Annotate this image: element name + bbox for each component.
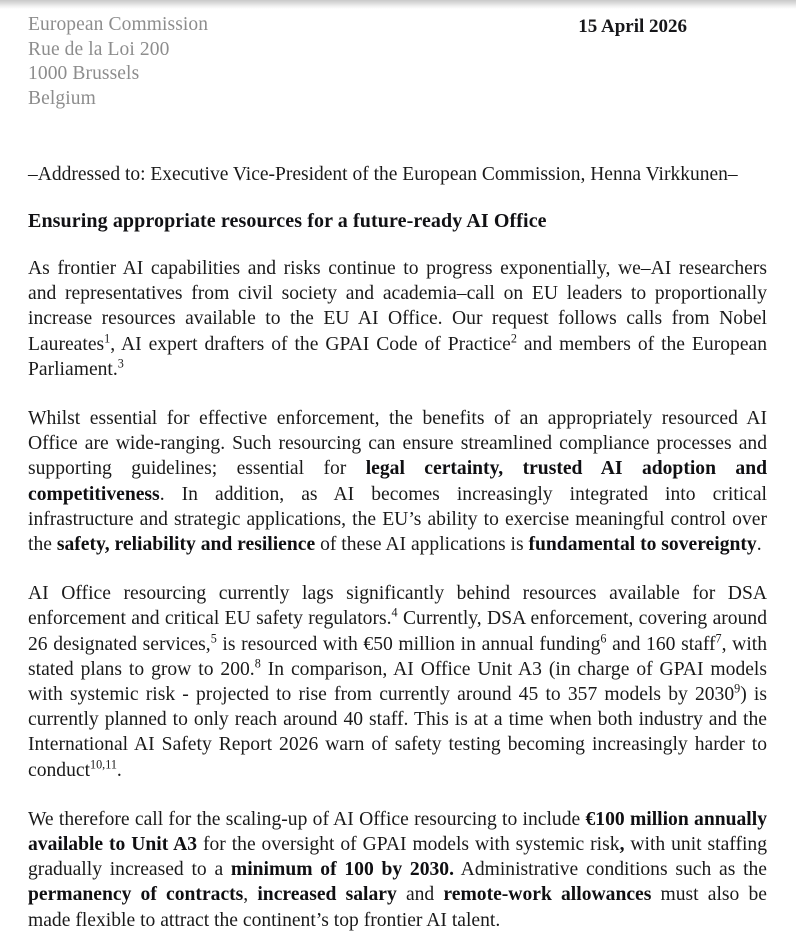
p4-run-4: Administrative conditions such as the	[454, 859, 768, 881]
p3-run-2: Currently, DSA enforcement, covering around 26 designated services,	[28, 608, 767, 655]
p2-run-3: of these AI applications is	[315, 534, 529, 556]
p4-emphasis-salary: increased salary	[257, 884, 397, 906]
address-line-country: Belgium	[28, 87, 96, 109]
p3-run-5: , with stated plans to grow to 200.	[28, 633, 768, 680]
footnote-ref-1: 1	[104, 331, 111, 346]
p3-run-1: AI Office resourcing currently lags significantly behind resources available for DSA enforcement and critical EU safety regulators.	[28, 583, 767, 630]
footnote-ref-10-11: 10,11	[90, 757, 117, 772]
footnote-ref-4: 4	[391, 605, 398, 620]
p4-run-3: with unit staffing gradually increased to a	[28, 834, 768, 881]
document-subject-heading: Ensuring appropriate resources for a future-ready AI Office	[28, 210, 547, 232]
paragraph-resourcing-gap	[28, 581, 767, 783]
p4-run-1: We therefore call for the scaling-up of AI Office resourcing to include	[28, 808, 586, 830]
letter-date: 15 April 2026	[578, 16, 687, 37]
p4-emphasis-permanency: permanency of contracts	[28, 884, 244, 906]
p2-emphasis-safety-reliability: safety, reliability and resilience	[56, 534, 316, 556]
p3-run-3: is resourced with €50 million in annual funding	[216, 633, 601, 655]
p2-run-4: .	[756, 534, 762, 556]
letterhead	[28, 0, 767, 111]
p4-run-6: and	[396, 884, 444, 906]
paragraph-benefits	[28, 406, 767, 557]
p3-run-4: and 160 staff	[606, 633, 716, 655]
p4-run-2: for the oversight of GPAI models with systemic risk	[197, 834, 620, 856]
p4-run-7: must also be made flexible to attract the continent’s top frontier AI talent.	[28, 884, 768, 931]
footnote-ref-7: 7	[715, 631, 722, 646]
p4-emphasis-staffing-minimum: minimum of 100 by 2030.	[230, 859, 455, 881]
paragraph-intro	[28, 256, 767, 382]
footnote-ref-6: 6	[600, 631, 607, 646]
footnote-ref-2: 2	[510, 331, 517, 346]
p3-run-6: In comparison, AI Office Unit A3 (in charge of GPAI models with systemic risk - projected to rise from currently around 45 to 357 models by 2030	[28, 658, 768, 706]
p1-run-3: and members of the European Parliament.	[28, 333, 768, 380]
address-line-street: Rue de la Loi 200	[28, 38, 170, 60]
p3-run-8: .	[116, 759, 122, 781]
p4-emphasis-remote-work: remote-work allowances	[443, 884, 652, 906]
letter-body	[28, 256, 767, 933]
p3-run-7: ) is currently planned to only reach around 40 staff. This is at a time when both industry and the International AI Safety Report 2026 warn of safety testing becoming increasingly harder to conduct	[28, 684, 767, 781]
paragraph-call-to-action	[28, 807, 767, 933]
address-line-city: 1000 Brussels	[28, 63, 140, 84]
footnote-ref-8: 8	[254, 656, 261, 671]
p2-run-2: . In addition, as AI becomes increasingly integrated into critical infrastructure and strategic applications, the EU’s ability to exercise meaningful control over the	[28, 483, 767, 556]
footnote-ref-5: 5	[210, 631, 217, 646]
p4-emphasis-funding-ask: €100 million annually available to Unit A3	[28, 808, 767, 856]
footnote-ref-9: 9	[734, 681, 741, 696]
recipient-address-block	[28, 13, 208, 111]
addressed-to-line: –Addressed to: Executive Vice-President of the European Commission, Henna Virkkunen–	[28, 164, 738, 185]
p2-emphasis-sovereignty: fundamental to sovereignty	[528, 534, 757, 556]
p1-run-1: As frontier AI capabilities and risks continue to progress exponentially, we–AI researchers and representatives from civil society and academia–call on EU leaders to proportionally increase resources available to the EU AI Office. Our request follows calls from Nobel Laureates	[28, 258, 767, 355]
address-line-organisation: European Commission	[28, 14, 209, 35]
footnote-ref-3: 3	[117, 356, 124, 371]
p2-run-1: Whilst essential for effective enforcement, the benefits of an appropriately resourced AI Office are wide-ranging. Such resourcing can ensure streamlined compliance processes and supporting guidelines; essential for	[28, 408, 767, 480]
p2-emphasis-legal-certainty: legal certainty, trusted AI adoption and competitiveness	[28, 458, 767, 505]
p4-emphasis-comma: ,	[619, 834, 625, 856]
p1-run-2: , AI expert drafters of the GPAI Code of Practice	[110, 333, 511, 355]
p4-run-5: ,	[243, 884, 258, 906]
